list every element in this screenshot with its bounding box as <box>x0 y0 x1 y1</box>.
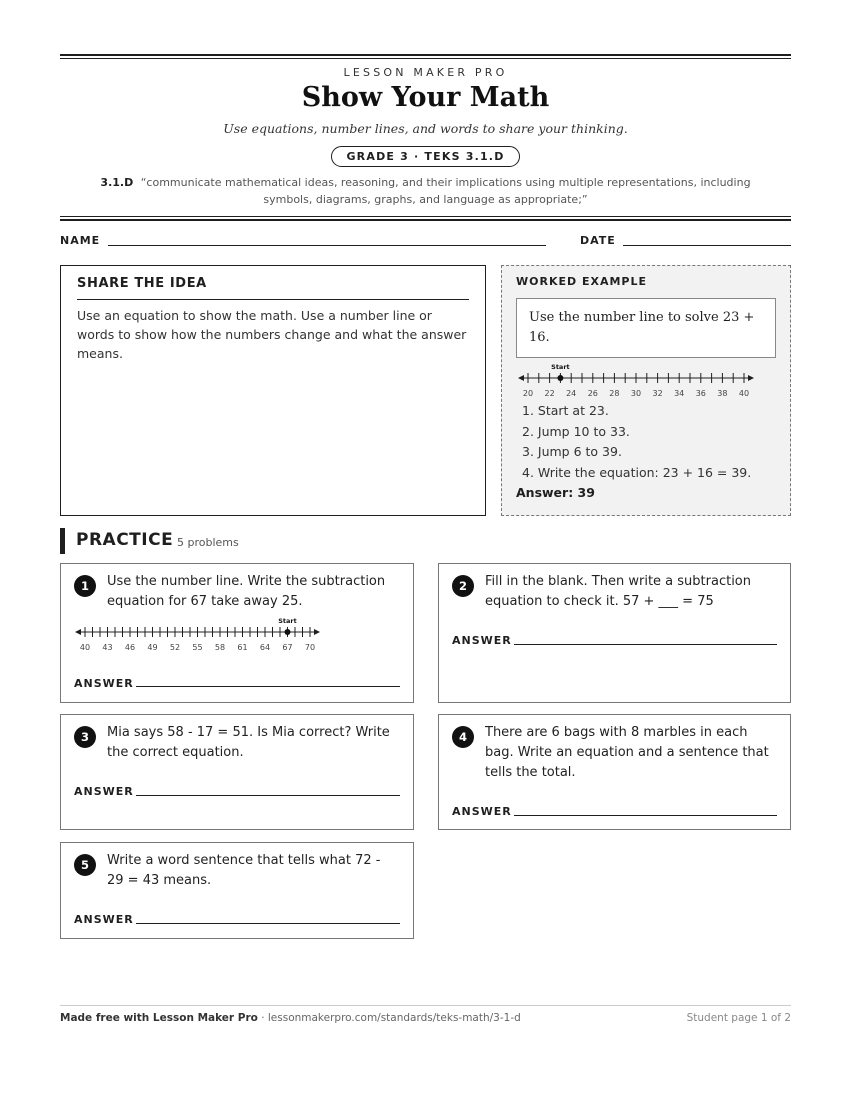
footer-page-number: Student page 1 of 2 <box>686 1012 791 1024</box>
number-line-label: 58 <box>214 643 226 652</box>
answer-label: ANSWER <box>74 785 134 798</box>
problem-card-2 <box>438 563 791 703</box>
problem-line: Mia says 58 - 17 = 51. Is Mia correct? Write <box>107 725 390 740</box>
problem-number: 2 <box>452 575 474 597</box>
answer-field[interactable] <box>136 923 400 924</box>
brand-name: LESSON MAKER PRO <box>343 66 508 79</box>
number-line-label: 40 <box>738 389 750 398</box>
worked-step: 3. Jump 6 to 39. <box>522 444 622 459</box>
number-line-label: 38 <box>717 389 728 398</box>
answer-field[interactable] <box>514 644 777 645</box>
answer-label: ANSWER <box>74 913 134 926</box>
number-line-label: 24 <box>566 389 577 398</box>
problem-text <box>485 723 769 783</box>
practice-accent-bar <box>60 528 65 554</box>
name-field[interactable] <box>108 245 546 246</box>
answer-field[interactable] <box>514 815 777 816</box>
practice-count: 5 problems <box>177 536 239 549</box>
page-title: Show Your Math <box>301 82 550 113</box>
problem-text <box>107 572 385 612</box>
grade-badge: GRADE 3 · TEKS 3.1.D <box>331 146 519 167</box>
grade-badge-wrap <box>60 145 791 167</box>
problem-line: Fill in the blank. Then write a subtraction <box>485 574 751 589</box>
worksheet-page <box>60 0 791 1100</box>
start-point <box>285 629 291 635</box>
share-title: SHARE THE IDEA <box>77 276 469 300</box>
arrow-right-icon <box>314 629 320 635</box>
number-line-label: 67 <box>282 643 293 652</box>
number-line-label: 40 <box>79 643 91 652</box>
start-label: Start <box>551 363 570 371</box>
arrow-right-icon <box>748 375 754 381</box>
problem-line: There are 6 bags with 8 marbles in each <box>485 725 748 740</box>
problem-line: equation for 67 take away 25. <box>107 594 303 609</box>
footer-rule <box>60 1005 791 1006</box>
answer-field[interactable] <box>136 795 400 796</box>
number-line-label: 32 <box>652 389 663 398</box>
problem-card-4 <box>438 714 791 830</box>
worked-example-box <box>501 265 791 516</box>
share-body: Use an equation to show the math. Use a number line or words to show how the numbers change and what the answer means. <box>77 308 467 361</box>
footer-url[interactable]: lessonmakerpro.com/standards/teks-math/3-1-d <box>267 1012 521 1024</box>
problem-number: 1 <box>74 575 96 597</box>
arrow-left-icon <box>518 375 524 381</box>
problem-line: 29 = 43 means. <box>107 873 212 888</box>
problem-number: 5 <box>74 854 96 876</box>
number-line-label: 46 <box>124 643 136 652</box>
name-label: NAME <box>60 234 101 247</box>
problem-card-5 <box>60 842 414 939</box>
page-subtitle: Use equations, number lines, and words to share your thinking. <box>223 121 628 136</box>
worked-title: WORKED EXAMPLE <box>516 275 647 288</box>
problem-line: the correct equation. <box>107 745 244 760</box>
worked-step: 1. Start at 23. <box>522 403 609 418</box>
date-label: DATE <box>580 234 616 247</box>
problem-number: 3 <box>74 726 96 748</box>
date-field[interactable] <box>623 245 791 246</box>
problem-text <box>107 851 380 891</box>
number-line-label: 30 <box>630 389 642 398</box>
number-line-label: 34 <box>674 389 685 398</box>
worked-step: 2. Jump 10 to 33. <box>522 423 630 439</box>
number-line-label: 52 <box>169 643 181 652</box>
problem-text <box>485 572 751 612</box>
start-point <box>557 375 563 381</box>
arrow-left-icon <box>75 629 81 635</box>
number-line-label: 49 <box>147 643 158 652</box>
number-line-label: 36 <box>695 389 706 398</box>
problem-card-1 <box>60 563 414 703</box>
problem-line: Write a word sentence that tells what 72 - <box>107 853 381 868</box>
worked-step: 4. Write the equation: 23 + 16 = 39. <box>522 464 752 480</box>
footer-separator: · <box>257 1012 268 1024</box>
number-line-label: 22 <box>544 389 555 398</box>
number-line-label: 70 <box>304 643 316 652</box>
number-line-label: 55 <box>192 643 203 652</box>
answer-label: ANSWER <box>452 634 512 647</box>
problem-number: 4 <box>452 726 474 748</box>
problem-card-3 <box>60 714 414 830</box>
problem-text <box>107 723 390 763</box>
header-bottom-rule <box>60 216 791 221</box>
answer-label: ANSWER <box>74 677 134 690</box>
number-line-label: 20 <box>522 389 534 398</box>
answer-label: ANSWER <box>452 805 512 818</box>
worked-prompt: Use the number line to solve 23 + 16. <box>516 298 776 358</box>
footer-credit <box>60 1012 521 1024</box>
standard-code: 3.1.D <box>100 176 134 189</box>
problem-line: bag. Write an equation and a sentence that <box>485 745 769 760</box>
answer-field[interactable] <box>136 686 400 687</box>
number-line-label: 61 <box>237 643 248 652</box>
problem-number-line <box>73 616 323 652</box>
worked-steps <box>522 401 751 483</box>
standard-statement <box>80 174 771 208</box>
problem-line: Use the number line. Write the subtraction <box>107 574 386 589</box>
standard-text: “communicate mathematical ideas, reasoning, and their implications using multiple representations, including symbols, diagrams, graphs, and language as appropriate;” <box>140 176 751 206</box>
practice-title: PRACTICE <box>76 530 174 550</box>
problem-line: tells the total. <box>485 765 576 780</box>
worked-answer: Answer: 39 <box>516 485 595 500</box>
worked-number-line <box>514 362 764 398</box>
header-top-rule <box>60 54 791 59</box>
number-line-label: 28 <box>609 389 620 398</box>
number-line-label: 26 <box>587 389 598 398</box>
problem-line: equation to check it. 57 + ___ = 75 <box>485 594 714 609</box>
share-the-idea-box <box>60 265 486 516</box>
number-line-label: 64 <box>259 643 271 652</box>
start-label: Start <box>278 617 297 625</box>
number-line-label: 43 <box>102 643 113 652</box>
footer-made-with: Made free with Lesson Maker Pro <box>60 1012 258 1024</box>
